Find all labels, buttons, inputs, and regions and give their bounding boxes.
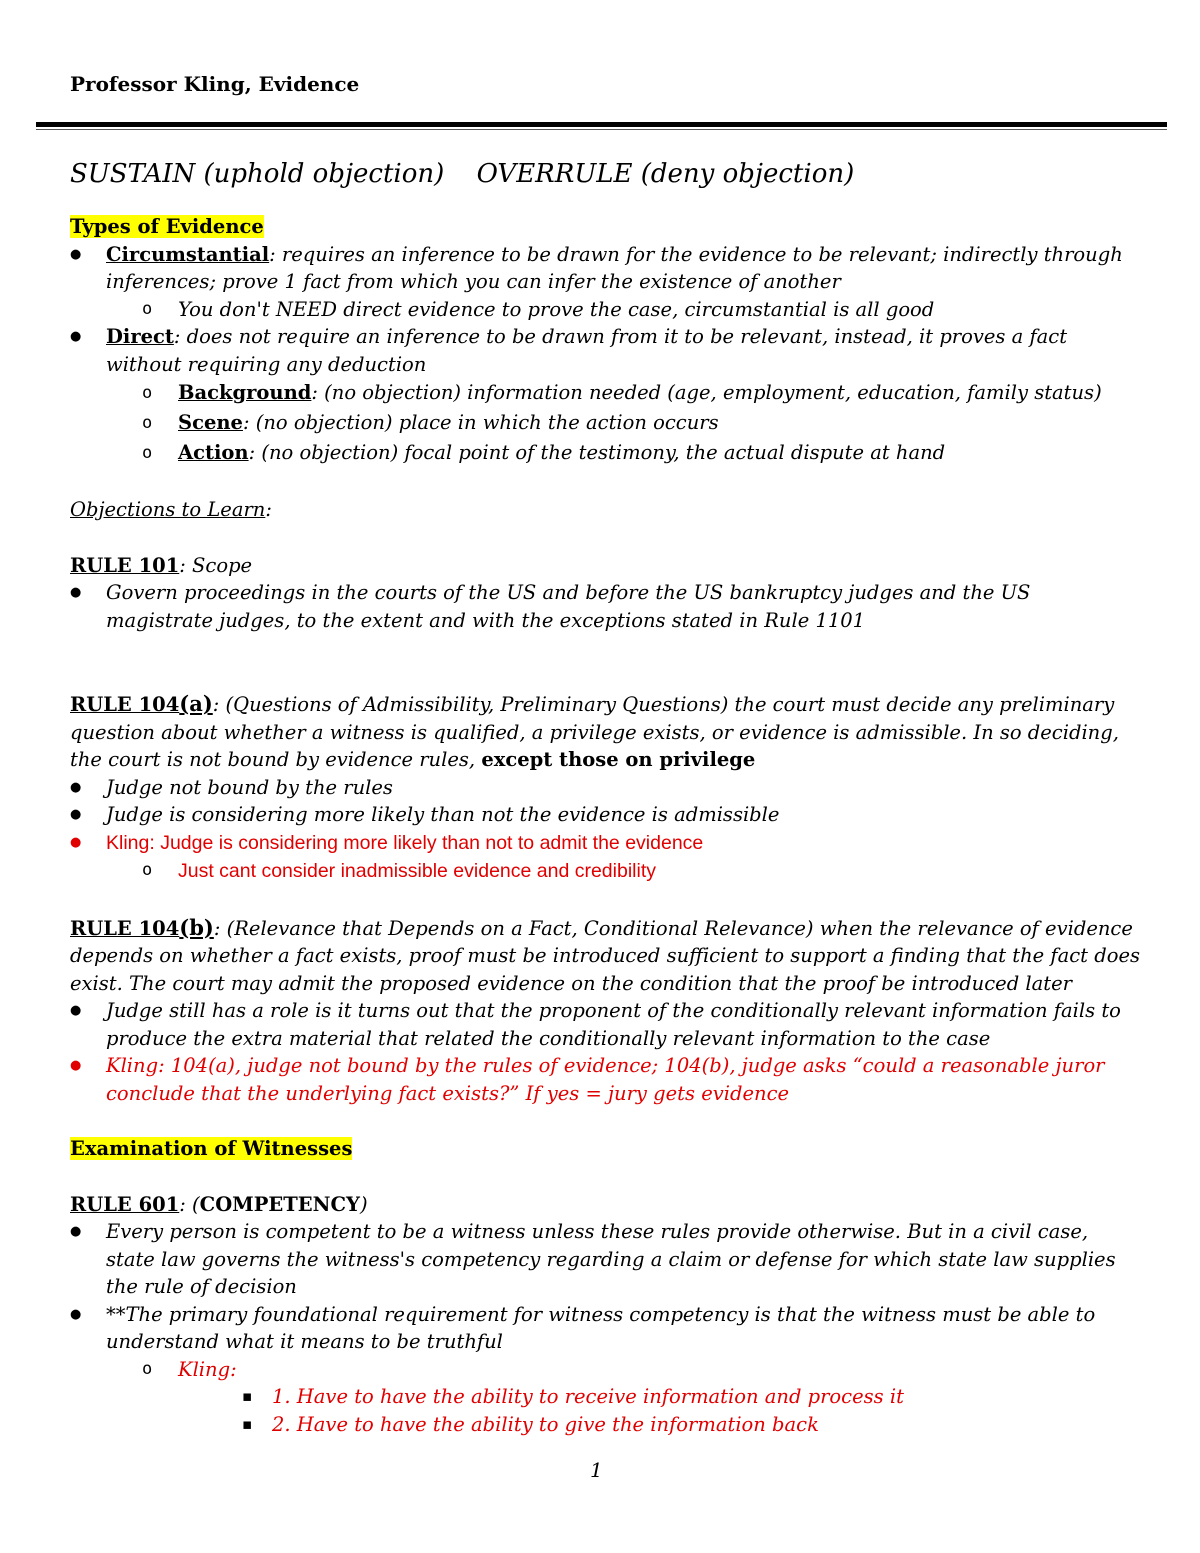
- list-item: o Action: (no objection) focal point of the testimony, the actual dispute at hand: [142, 438, 1140, 468]
- list-item: ▪ 2. Have to have the ability to give the information back: [242, 1411, 1200, 1439]
- rule-101-list: [70, 579, 1140, 634]
- direct-term: Direct: [106, 325, 174, 348]
- page-header: Professor Kling, Evidence: [70, 72, 360, 96]
- rule-601-kling-list: [242, 1383, 1200, 1438]
- rule-601-list: [70, 1218, 1140, 1438]
- doc-title: [70, 155, 1140, 193]
- overrule-label: OVERRULE (deny objection): [476, 159, 855, 189]
- objections-label: Objections to Learn:: [70, 498, 272, 521]
- sustain-label: SUSTAIN (uphold objection): [70, 159, 445, 189]
- circumstantial-text: : requires an inference to be drawn for the evidence to be relevant; indirectly through inferences; prove 1 fact from which you can infer the existence of another: [106, 242, 1123, 293]
- types-list: [70, 241, 1140, 469]
- list-item: ● Kling: Judge is considering more likely than not to admit the evidence o Just cant consider inadmissible evidence and credibility: [70, 829, 1140, 886]
- list-item: o Just cant consider inadmissible evidence and credibility: [142, 857, 1140, 886]
- list-item: o Background: (no objection) information needed (age, employment, education, family status): [142, 378, 1140, 408]
- rule-104a-list: [70, 774, 1140, 886]
- list-item: o Kling: ▪ 1. Have to have the ability to receive information and process it ▪ 2. Have to have the ability to give the information back: [142, 1356, 1140, 1439]
- header-rule: [36, 122, 1167, 127]
- list-item: ● Judge not bound by the rules: [70, 774, 1140, 802]
- rule-104b-list: [70, 997, 1140, 1107]
- rule-101: RULE 101: Scope: [70, 553, 253, 577]
- list-item: [70, 241, 1140, 324]
- direct-text: : does not require an inference to be drawn from it to be relevant, instead, it proves a fact without requiring any deduction: [106, 325, 1068, 376]
- rule-104a-sublist: [70, 857, 1140, 886]
- list-item: ● Judge still has a role is it turns out that the proponent of the conditionally relevant information fails to produce the extra material that related the conditionally relevant information to the case: [70, 997, 1140, 1052]
- circumstantial-term: Circumstantial: [106, 242, 270, 266]
- direct-sublist: [70, 378, 1140, 468]
- circumstantial-sublist: [70, 296, 1140, 324]
- list-item: ● Govern proceedings in the courts of the US and before the US bankruptcy judges and the US magistrate judges, to the extent and with the exceptions stated in Rule 1101: [70, 579, 1140, 634]
- rule-601: RULE 601: (COMPETENCY): [70, 1192, 368, 1216]
- document-body: [70, 155, 1140, 1438]
- list-item: ● Kling: 104(a), judge not bound by the rules of evidence; 104(b), judge asks “could a reasonable juror conclude that the underlying fact exists?” If yes = jury gets evidence: [70, 1052, 1140, 1107]
- list-item: o Scene: (no objection) place in which the action occurs: [142, 408, 1140, 438]
- header-rule-thin: [36, 129, 1167, 130]
- rule-601-sublist: [70, 1356, 1140, 1439]
- witnesses-heading: Examination of Witnesses: [70, 1137, 353, 1160]
- rule-104b: RULE 104(b): (Relevance that Depends on a Fact, Conditional Relevance) when the relevance of evidence depends on whether a fact exists, proof must be introduced sufficient to support a finding that the fact does exist. The court may admit the proposed evidence on the condition that the proof be introduced later: [70, 914, 1140, 995]
- list-item: [70, 323, 1140, 468]
- rule-104a: RULE 104(a): (Questions of Admissibility, Preliminary Questions) the court must decide any preliminary question about whether a witness is qualified, a privilege exists, or evidence is admissible. In so deciding, the court is not bound by evidence rules, except those on privilege: [70, 691, 1119, 771]
- list-item: o You don't NEED direct evidence to prove the case, circumstantial is all good: [142, 296, 1140, 324]
- list-item: ● Judge is considering more likely than not the evidence is admissible: [70, 801, 1140, 829]
- list-item: ● **The primary foundational requirement for witness competency is that the witness must be able to understand what it means to be truthful o Kling: ▪ 1. Have to have the ability to receive information and process it ▪ 2. Have to have the ability to give the information back: [70, 1301, 1140, 1439]
- list-item: ● Every person is competent to be a witness unless these rules provide otherwise. But in a civil case, state law governs the witness's competency regarding a claim or defense for which state law supplies the rule of decision: [70, 1218, 1140, 1301]
- page-number: 1: [590, 1458, 603, 1482]
- list-item: ▪ 1. Have to have the ability to receive information and process it: [242, 1383, 1200, 1411]
- types-heading: Types of Evidence: [70, 215, 264, 238]
